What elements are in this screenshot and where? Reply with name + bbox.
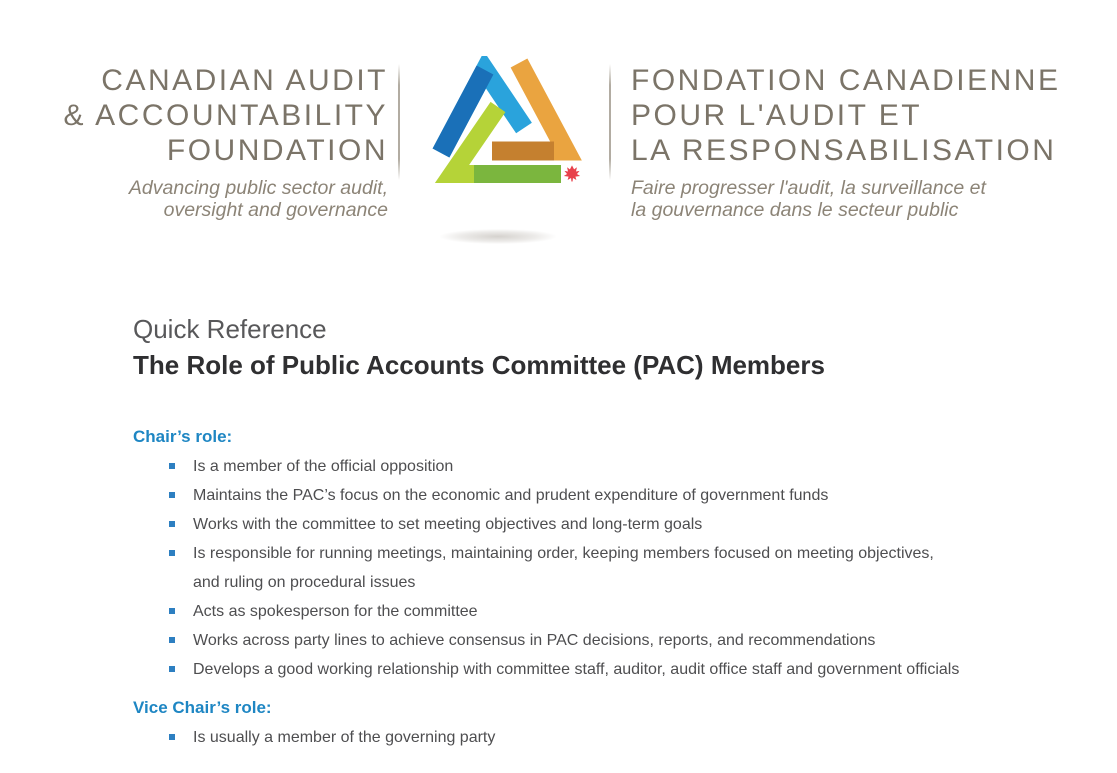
brand-name-line: POUR L'AUDIT ET <box>631 99 923 132</box>
brand-name-line: & ACCOUNTABILITY <box>63 99 388 132</box>
header-divider-left <box>398 64 400 180</box>
bullet-square-icon <box>169 550 175 556</box>
list-item <box>133 723 963 752</box>
caaf-logo <box>428 56 588 191</box>
page-title-eyebrow: Quick Reference <box>133 314 327 344</box>
bullet-text: Maintains the PAC’s focus on the economic and prudent expenditure of government funds <box>193 487 829 504</box>
bullet-list <box>133 452 963 684</box>
list-item <box>133 597 963 626</box>
bullet-square-icon <box>169 608 175 614</box>
bullet-text: Is responsible for running meetings, maintaining order, keeping members focused on meeting objectives, and ruling on procedural issues <box>193 545 934 591</box>
brand-tagline-line: oversight and governance <box>163 199 388 221</box>
role-section <box>133 427 963 684</box>
list-item <box>133 481 963 510</box>
brand-tagline-line: Faire progresser l'audit, la surveillance et <box>631 177 986 199</box>
brand-french <box>631 63 1081 221</box>
caaf-triangle-logo <box>428 56 588 191</box>
bullet-square-icon <box>169 463 175 469</box>
section-heading: Vice Chair’s role: <box>133 698 272 717</box>
bullet-square-icon <box>169 734 175 740</box>
bullet-list <box>133 723 963 752</box>
brand-name-line: LA RESPONSABILISATION <box>631 134 1057 167</box>
bullet-square-icon <box>169 492 175 498</box>
bullet-square-icon <box>169 637 175 643</box>
bullet-text: Works with the committee to set meeting objectives and long-term goals <box>193 516 703 533</box>
bullet-square-icon <box>169 666 175 672</box>
bullet-text: Develops a good working relationship with committee staff, auditor, audit office staff and government officials <box>193 661 960 678</box>
brand-name-line: FOUNDATION <box>166 134 388 167</box>
brand-name-line: CANADIAN AUDIT <box>101 64 388 97</box>
role-section <box>133 698 963 752</box>
sections <box>133 427 963 752</box>
section-heading: Chair’s role: <box>133 427 233 446</box>
brand-name-line: FONDATION CANADIENNE <box>631 64 1061 97</box>
brand-tagline-line: la gouvernance dans le secteur public <box>631 199 959 221</box>
logo-shadow <box>440 229 556 244</box>
list-item <box>133 539 963 597</box>
header-divider-right <box>609 64 611 180</box>
maple-leaf-icon <box>564 165 580 181</box>
bullet-text: Acts as spokesperson for the committee <box>193 603 478 620</box>
bullet-text: Is a member of the official opposition <box>193 458 454 475</box>
bullet-text: Works across party lines to achieve consensus in PAC decisions, reports, and recommendations <box>193 632 876 649</box>
list-item <box>133 510 963 539</box>
list-item <box>133 452 963 481</box>
list-item <box>133 655 963 684</box>
page-title: The Role of Public Accounts Committee (PAC) Members <box>133 350 825 380</box>
brand-tagline-line: Advancing public sector audit, <box>128 177 388 199</box>
brand-english <box>58 63 388 221</box>
list-item <box>133 626 963 655</box>
document-content <box>133 311 963 752</box>
bullet-text: Is usually a member of the governing party <box>193 729 496 746</box>
bullet-square-icon <box>169 521 175 527</box>
